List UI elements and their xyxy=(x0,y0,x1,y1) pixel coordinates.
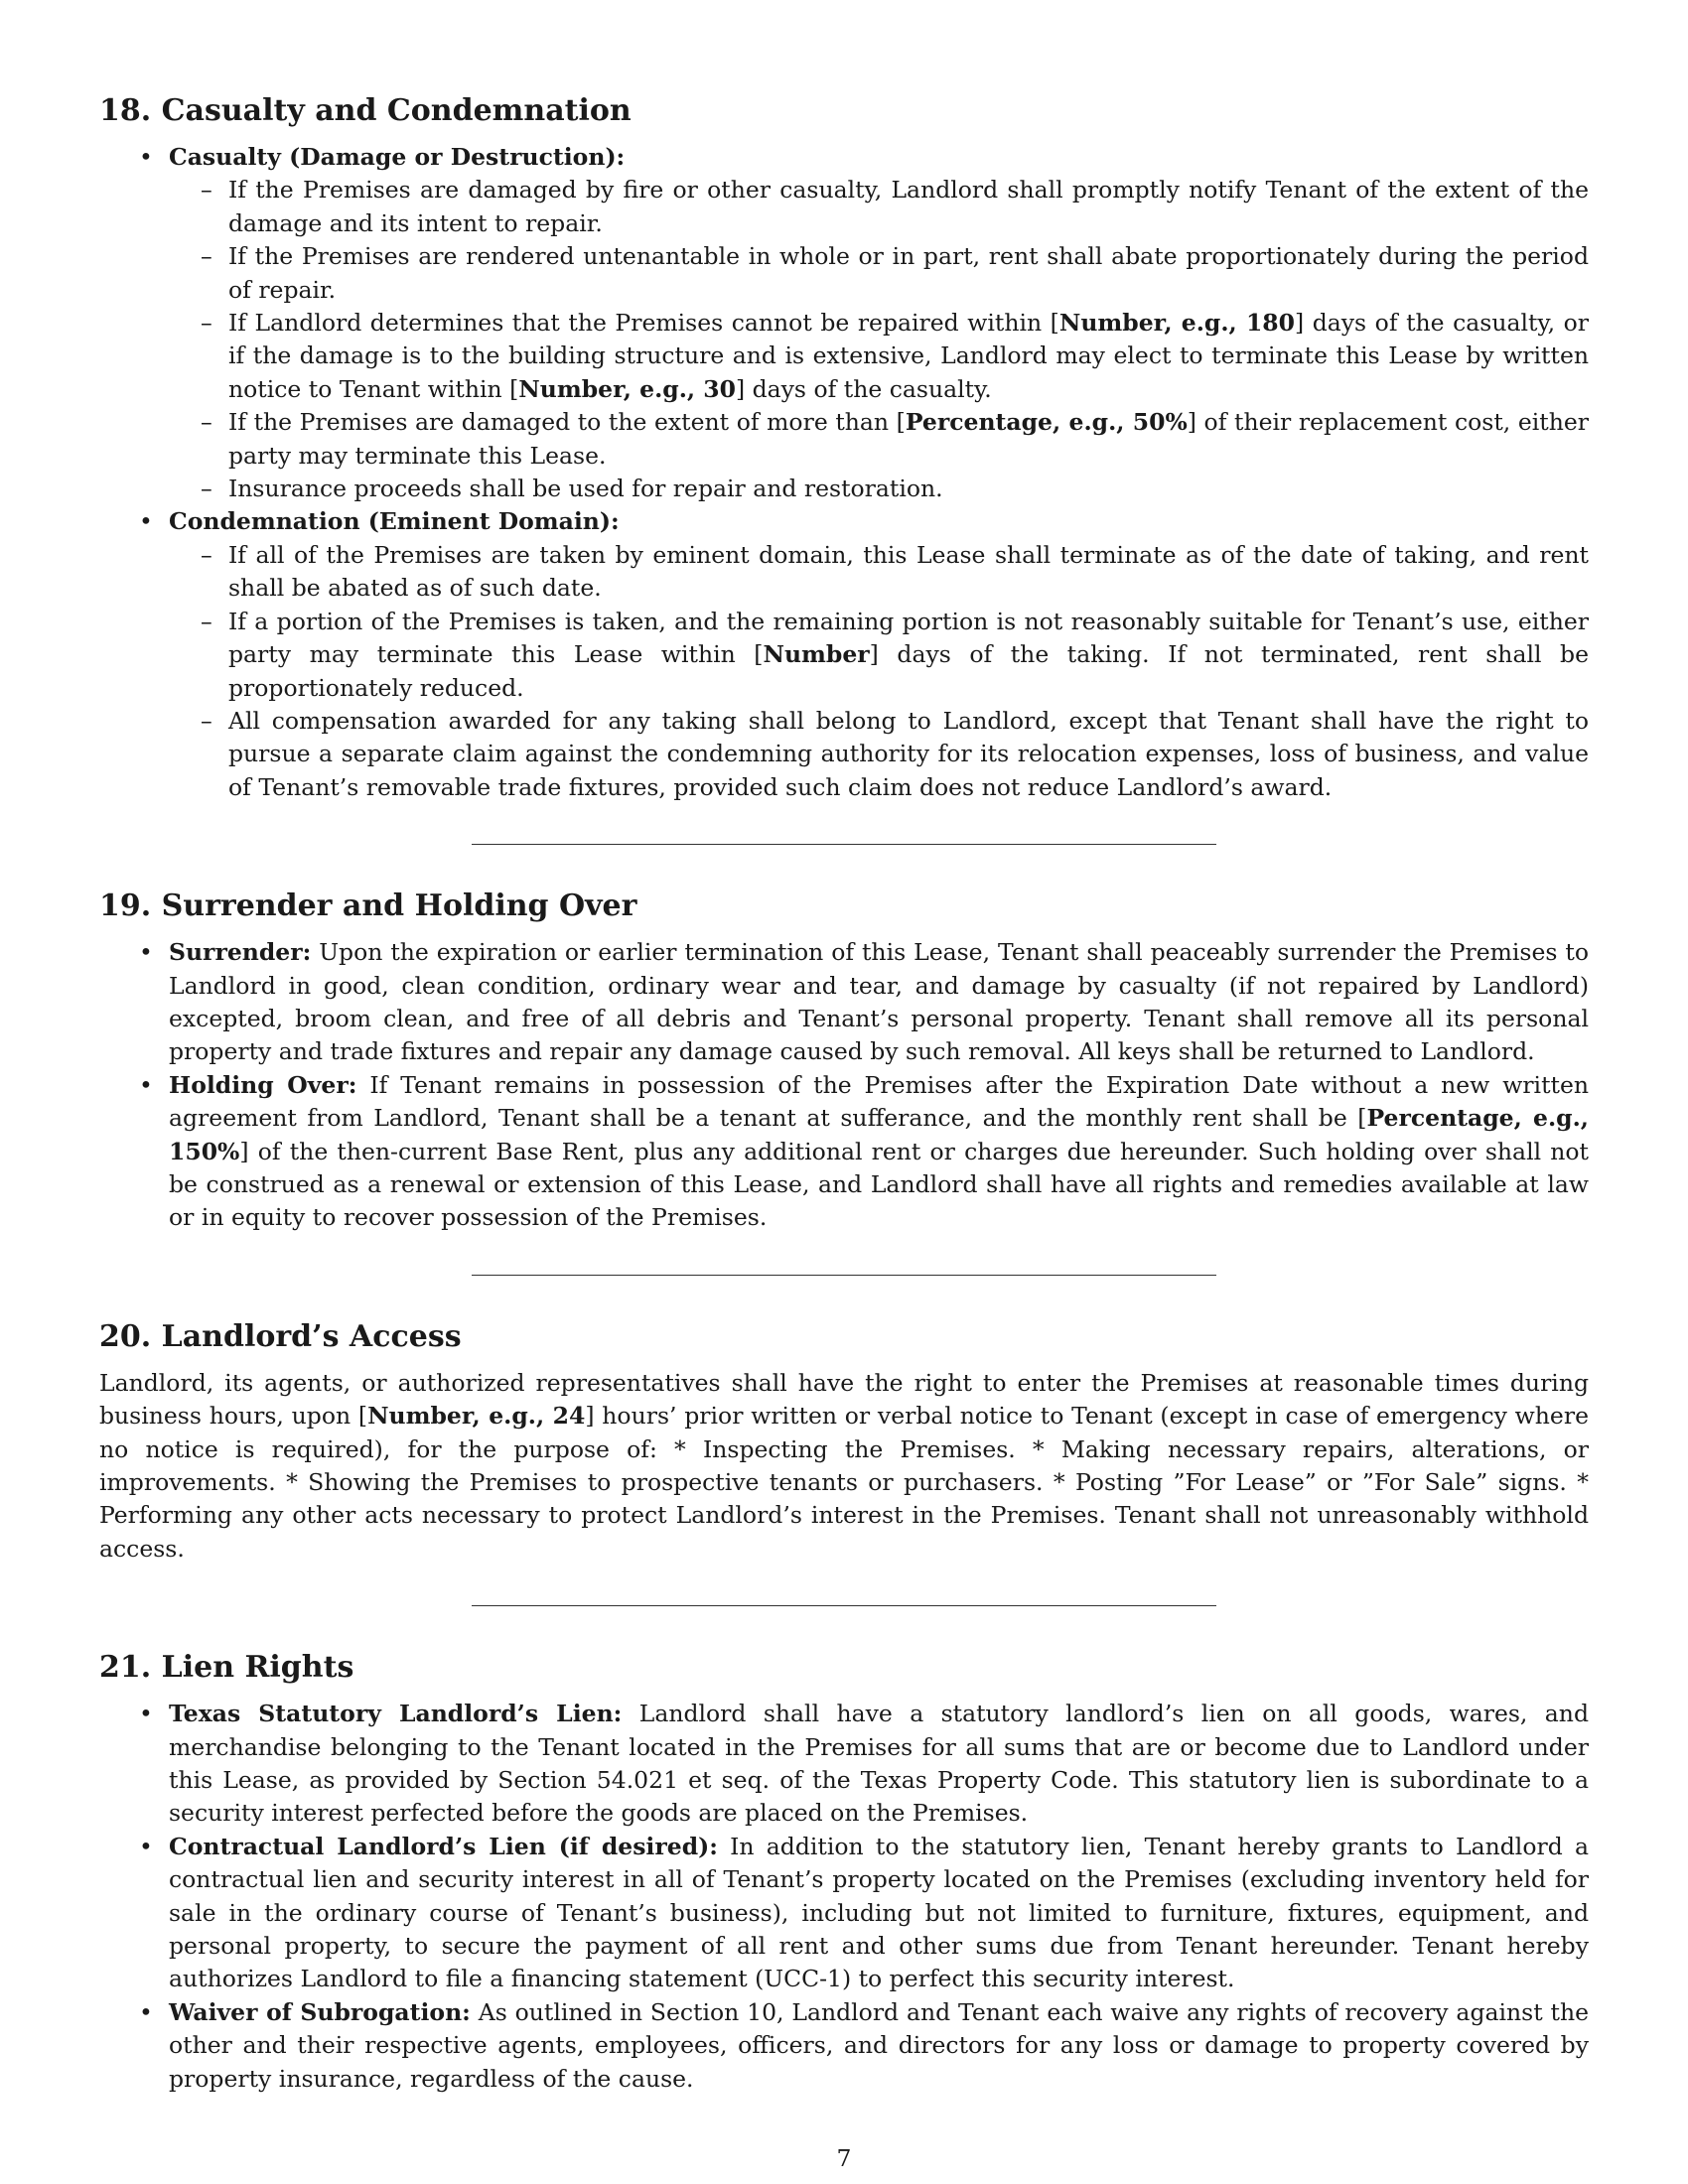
placeholder-notice-days: Number, e.g., 30 xyxy=(518,374,736,403)
casualty-clause-1: – If the Premises are damaged by fire or other casualty, Landlord shall promptly notify Tenant of the extent of the damage and its intent to repair. xyxy=(169,174,1589,240)
casualty-item xyxy=(99,141,1589,505)
section-divider xyxy=(472,844,1216,845)
condemnation-clause-1: – If all of the Premises are taken by eminent domain, this Lease shall terminate as of the date of taking, and rent shall be abated as of such date. xyxy=(169,539,1589,606)
condemnation-item xyxy=(99,505,1589,804)
document-page xyxy=(99,91,1589,2096)
statutory-lien-heading: Texas Statutory Landlord’s Lien: xyxy=(169,1700,623,1728)
condemnation-clause-2: – If a portion of the Premises is taken, and the remaining portion is not reasonably suitable for Tenant’s use, either party may terminate this Lease within [Number] days of the taking. If not terminated, rent shall be proportionately reduced. xyxy=(169,606,1589,705)
section-20-heading: 20. Landlord’s Access xyxy=(99,1318,462,1354)
surrender-heading: Surrender: xyxy=(169,938,312,967)
section-21-list xyxy=(99,1698,1589,2096)
waiver-of-subrogation-item: • Waiver of Subrogation: As outlined in Section 10, Landlord and Tenant each waive any rights of recovery against the other and their respective agents, employees, officers, and directors for any loss or damage to property covered by property insurance, regardless of the cause. xyxy=(99,1996,1589,2096)
condemnation-clause-3: – All compensation awarded for any taking shall belong to Landlord, except that Tenant shall have the right to pursue a separate claim against the condemning authority for its relocation expenses, loss of business, and value of Tenant’s removable trade fixtures, provided such claim does not reduce Landlord’s award. xyxy=(169,705,1589,804)
section-19 xyxy=(99,887,1589,1235)
casualty-clause-4: – If the Premises are damaged to the extent of more than [Percentage, e.g., 50%] of their replacement cost, either party may terminate this Lease. xyxy=(169,406,1589,473)
waiver-of-subrogation-heading: Waiver of Subrogation: xyxy=(169,1997,471,2026)
access-paragraph: Landlord, its agents, or authorized representatives shall have the right to enter the Premises at reasonable times during business hours, upon [Number, e.g., 24] hours’ prior written or verbal notice to Tenant (except in case of emergency where no notice is required), for the purpose of: * Inspecting the Premises. * Making necessary repairs, alterations, or improvements. * Showing the Premises to prospective tenants or purchasers. * Posting ”For Lease” or ”For Sale” signs. * Performing any other acts necessary to protect Landlord’s interest in the Premises. Tenant shall not unreasonably withhold access. xyxy=(99,1368,1589,1563)
placeholder-taking-days: Number xyxy=(763,640,870,669)
section-21 xyxy=(99,1648,1589,2096)
section-19-heading: 19. Surrender and Holding Over xyxy=(99,888,637,924)
section-divider xyxy=(472,1275,1216,1276)
casualty-clause-5: – Insurance proceeds shall be used for repair and restoration. xyxy=(169,473,1589,505)
holding-over-item: • Holding Over: If Tenant remains in possession of the Premises after the Expiration Date without a new written agreement from Landlord, Tenant shall be a tenant at sufferance, and the monthly rent shall be [Percentage, e.g., 150%] of the then-current Base Rent, plus any additional rent or charges due hereunder. Such holding over shall not be construed as a renewal or extension of this Lease, and Landlord shall have all rights and remedies available at law or in equity to recover possession of the Premises. xyxy=(99,1069,1589,1235)
placeholder-notice-hours: Number, e.g., 24 xyxy=(367,1402,586,1431)
placeholder-repair-days: Number, e.g., 180 xyxy=(1058,309,1296,338)
condemnation-heading: Condemnation (Eminent Domain): xyxy=(169,507,620,536)
section-21-heading: 21. Lien Rights xyxy=(99,1650,354,1686)
condemnation-sublist xyxy=(169,539,1589,804)
section-19-list xyxy=(99,936,1589,1235)
casualty-sublist xyxy=(169,174,1589,505)
casualty-clause-2: – If the Premises are rendered untenantable in whole or in part, rent shall abate proportionately during the period of repair. xyxy=(169,240,1589,307)
holding-over-heading: Holding Over: xyxy=(169,1070,357,1099)
contractual-lien-item: • Contractual Landlord’s Lien (if desired): In addition to the statutory lien, Tenant hereby grants to Landlord a contractual lien and security interest in all of Tenant’s property located on the Premises (excluding inventory held for sale in the ordinary course of Tenant’s business), including but not limited to furniture, fixtures, equipment, and personal property, to secure the payment of all rent and other sums due from Tenant hereunder. Tenant hereby authorizes Landlord to file a financing statement (UCC-1) to perfect this security interest. xyxy=(99,1831,1589,1996)
placeholder-damage-percentage: Percentage, e.g., 50% xyxy=(905,408,1188,437)
contractual-lien-heading: Contractual Landlord’s Lien (if desired): xyxy=(169,1832,718,1860)
section-18 xyxy=(99,91,1589,804)
casualty-clause-3: – If Landlord determines that the Premises cannot be repaired within [Number, e.g., 180] days of the casualty, or if the damage is to the building structure and is extensive, Landlord may elect to terminate this Lease by written notice to Tenant within [Number, e.g., 30] days of the casualty. xyxy=(169,307,1589,406)
casualty-heading: Casualty (Damage or Destruction): xyxy=(169,143,626,171)
section-18-list xyxy=(99,141,1589,804)
section-20 xyxy=(99,1317,1589,1566)
section-divider xyxy=(472,1605,1216,1606)
surrender-item: • Surrender: Upon the expiration or earlier termination of this Lease, Tenant shall peaceably surrender the Premises to Landlord in good, clean condition, ordinary wear and tear, and damage by casualty (if not repaired by Landlord) excepted, broom clean, and free of all debris and Tenant’s personal property. Tenant shall remove all its personal property and trade fixtures and repair any damage caused by such removal. All keys shall be returned to Landlord. xyxy=(99,936,1589,1069)
page-number: 7 xyxy=(836,2144,852,2172)
section-18-heading: 18. Casualty and Condemnation xyxy=(99,93,632,128)
placeholder-holdover-percentage: Percentage, e.g., 150% xyxy=(169,1104,1589,1165)
statutory-lien-item: • Texas Statutory Landlord’s Lien: Landlord shall have a statutory landlord’s lien on all goods, wares, and merchandise belonging to the Tenant located in the Premises for all sums that are or become due to Landlord under this Lease, as provided by Section 54.021 et seq. of the Texas Property Code. This statutory lien is subordinate to a security interest perfected before the goods are placed on the Premises. xyxy=(99,1698,1589,1831)
